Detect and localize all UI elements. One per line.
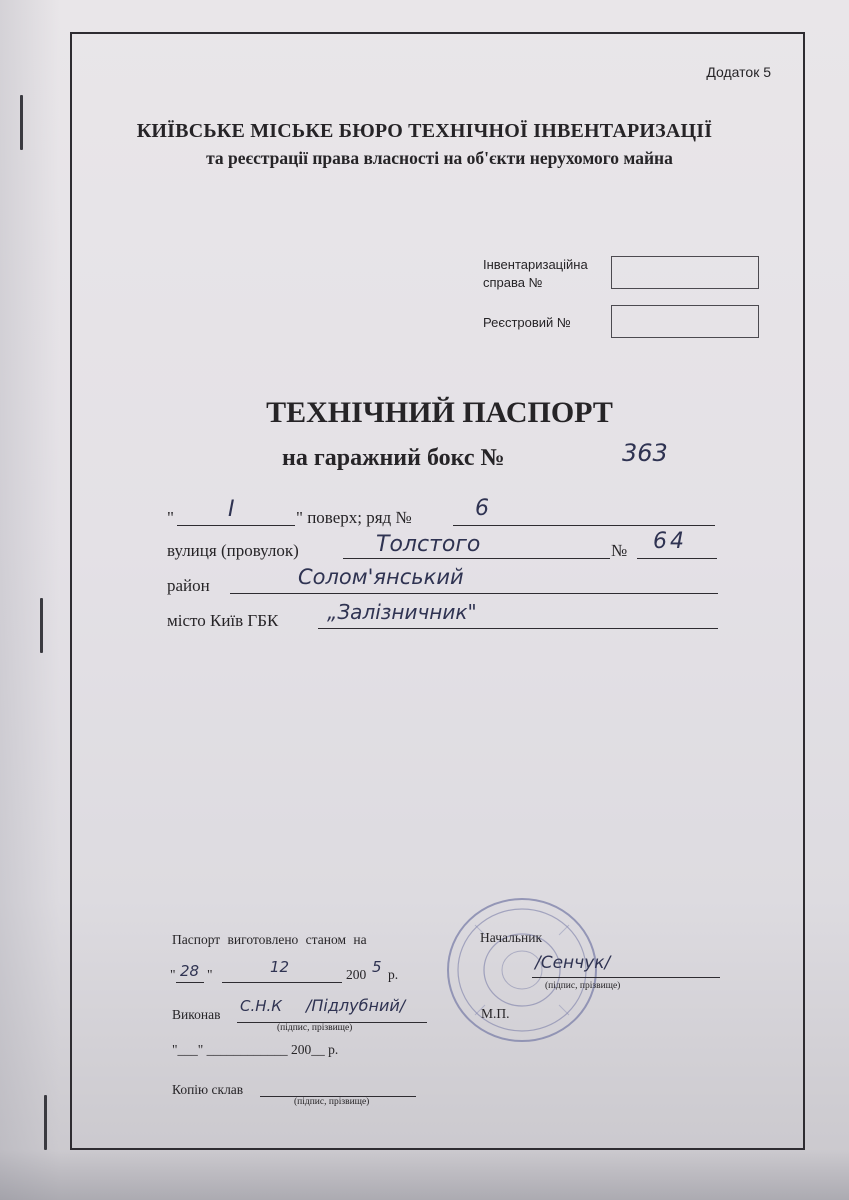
- page-shadow-left: [0, 0, 60, 1200]
- document-subtitle: на гаражний бокс №: [282, 445, 505, 471]
- page-shadow-bottom: [0, 1150, 849, 1200]
- day-value: 28: [180, 962, 200, 980]
- street-line: [343, 558, 610, 559]
- year-prefix: 200: [346, 967, 367, 982]
- binder-hole-mark: [40, 598, 43, 653]
- date-quote-open: ": [170, 967, 176, 982]
- year-suffix: р.: [388, 967, 399, 982]
- copy-caption: (підпис, прізвище): [294, 1097, 370, 1107]
- day-line: [176, 982, 204, 983]
- district-value: Солом'янський: [298, 565, 464, 589]
- document-title: ТЕХНІЧНИЙ ПАСПОРТ: [266, 396, 613, 429]
- head-signature-caption: (підпис, прізвище): [545, 981, 621, 991]
- month-line: [222, 982, 342, 983]
- gbk-value: „Залізничник": [327, 600, 477, 624]
- row-line: [453, 525, 715, 526]
- month-value: 12: [270, 958, 290, 976]
- district-line: [230, 593, 718, 594]
- gbk-line: [318, 628, 718, 629]
- head-signature-line: [532, 977, 720, 978]
- binder-hole-mark: [44, 1095, 47, 1150]
- seal-place-label: М.П.: [481, 1006, 510, 1021]
- organization-name: КИЇВСЬКЕ МІСЬКЕ БЮРО ТЕХНІЧНОЇ ІНВЕНТАРИЗАЦІЇ: [136, 120, 713, 142]
- floor-quote: ": [167, 508, 174, 527]
- floor-value: I: [228, 497, 235, 522]
- executor-scribble: С.Н.К: [240, 997, 282, 1015]
- floor-row-label: " поверх; ряд №: [296, 508, 412, 527]
- house-number-value: 64: [653, 529, 687, 554]
- copy-made-label: Копію склав: [172, 1082, 244, 1097]
- head-label: Начальник: [480, 930, 543, 945]
- city-gbk-label: місто Київ ГБК: [167, 611, 279, 630]
- house-number-line: [637, 558, 717, 559]
- executor-signature: /Підлубний/: [306, 996, 406, 1015]
- district-label: район: [167, 576, 210, 595]
- executor-caption: (підпис, прізвище): [277, 1023, 353, 1033]
- inventory-case-label: Інвентаризаційна справа №: [483, 257, 588, 290]
- executed-by-label: Виконав: [172, 1007, 221, 1022]
- made-as-of-label: Паспорт виготовлено станом на: [172, 932, 367, 947]
- floor-line: [177, 525, 295, 526]
- street-label: вулиця (провулок): [167, 541, 299, 560]
- annex-label: Додаток 5: [706, 64, 771, 80]
- row-value: 6: [475, 496, 489, 521]
- head-signature: /Сенчук/: [535, 953, 611, 973]
- second-date-line: "___" ____________ 200__ р.: [172, 1042, 339, 1057]
- house-number-label: №: [611, 541, 628, 560]
- garage-box-number: 363: [622, 439, 668, 467]
- inventory-case-number-box: [611, 256, 759, 289]
- year-digit: 5: [372, 958, 382, 976]
- register-number-label: Реєстровий №: [483, 315, 571, 330]
- date-quote-close: ": [207, 967, 213, 982]
- street-value: Толстого: [376, 532, 481, 557]
- organization-subtitle: та реєстрації права власності на об'єкти нерухомого майна: [206, 148, 673, 168]
- register-number-box: [611, 305, 759, 338]
